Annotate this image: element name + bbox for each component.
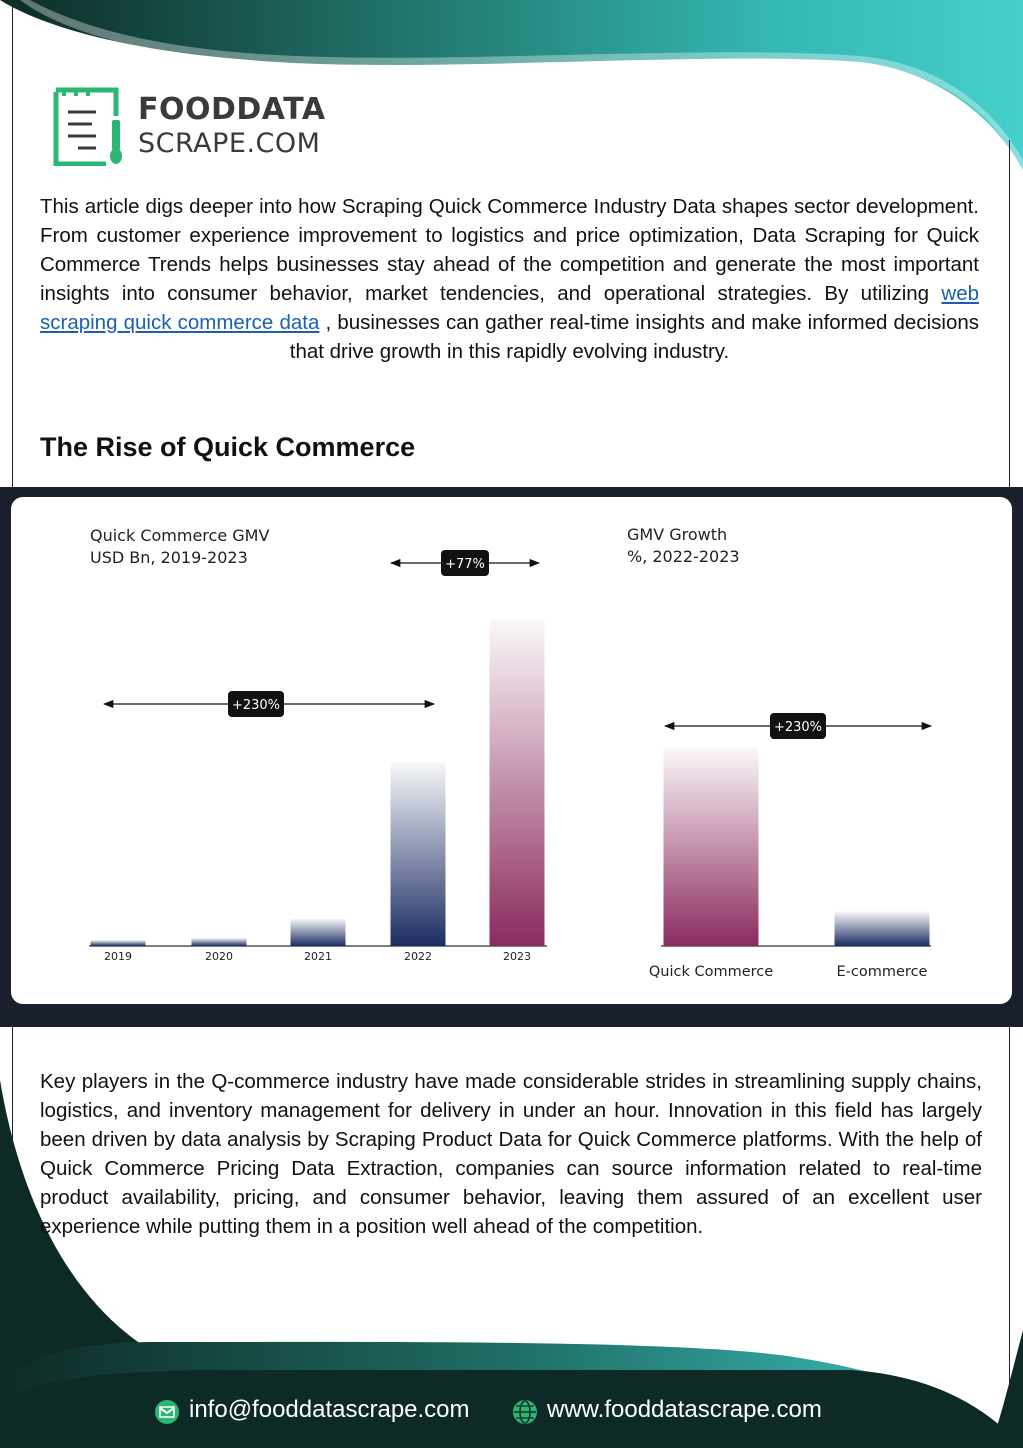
gmv-chart-bar-2 bbox=[291, 919, 346, 946]
growth-chart-bar-0 bbox=[664, 747, 759, 946]
intro-text-before-link: This article digs deeper into how Scraping Quick Commerce Industry Data shapes sector development. From customer experience improvement to logistics and price optimization, Data Scraping for Quick Commerce Trends helps businesses stay ahead of the competition and generate the most important insights into consumer behavior, market tendencies, and operational strategies. By utilizing bbox=[40, 195, 979, 305]
chart-card bbox=[11, 497, 1012, 1004]
logo-name-line1: FOODDATA bbox=[138, 92, 326, 127]
gmv-chart-tick-label: 2022 bbox=[404, 950, 432, 963]
growth-chart-tick-label: Quick Commerce bbox=[648, 964, 774, 980]
gmv-chart-annotation-label: +77% bbox=[445, 557, 485, 572]
chart2-subtitle: %, 2022-2023 bbox=[627, 547, 740, 566]
intro-text-after-link: , businesses can gather real-time insights and make informed decisions that drive growth in this rapidly evolving industry. bbox=[289, 311, 979, 363]
gmv-chart-tick-label: 2019 bbox=[104, 950, 132, 963]
brand-logo bbox=[52, 86, 352, 168]
chart2-title: GMV Growth bbox=[627, 525, 728, 544]
web-scraping-link[interactable]: web scraping quick commerce data bbox=[40, 282, 979, 334]
gmv-chart-bar-3 bbox=[391, 762, 446, 946]
footer-email[interactable]: info@fooddatascrape.com bbox=[189, 1396, 470, 1423]
gmv-chart-bar-4 bbox=[490, 619, 545, 946]
growth-chart-bar-1 bbox=[835, 911, 930, 946]
chart-figure bbox=[0, 487, 1023, 1027]
logo-name-line2: SCRAPE.COM bbox=[138, 128, 321, 159]
body-paragraph: Key players in the Q-commerce industry have made considerable strides in streamlining supply chains, logistics, and inventory management for delivery in under an hour. Innovation in this field has largely been driven by data analysis by Scraping Product Data for Quick Commerce platforms. With the help of Quick Commerce Pricing Data Extraction, companies can source information related to real-time product availability, pricing, and consumer behavior, leaving them assured of an excellent user experience while putting them in a position well ahead of the competition. bbox=[40, 1070, 982, 1238]
chart1-subtitle: USD Bn, 2019-2023 bbox=[90, 548, 248, 567]
gmv-chart-tick-label: 2021 bbox=[304, 950, 332, 963]
growth-chart-annotation-label: +230% bbox=[773, 720, 823, 735]
gmv-chart-annotation-label: +230% bbox=[231, 698, 281, 713]
gmv-chart-bar-0 bbox=[91, 940, 146, 946]
globe-icon bbox=[512, 1399, 538, 1425]
gmv-chart-tick-label: 2020 bbox=[205, 950, 233, 963]
growth-chart-tick-label: E-commerce bbox=[836, 964, 928, 980]
gmv-chart-bar-1 bbox=[192, 938, 247, 946]
chart1-title: Quick Commerce GMV bbox=[90, 526, 270, 545]
chart-plot-area bbox=[11, 497, 1012, 1004]
gmv-chart-tick-label: 2023 bbox=[503, 950, 531, 963]
section-heading: The Rise of Quick Commerce bbox=[40, 432, 416, 462]
logo-document-icon bbox=[52, 86, 124, 166]
intro-paragraph bbox=[40, 192, 979, 366]
mail-icon bbox=[154, 1399, 180, 1425]
footer-website[interactable]: www.fooddatascrape.com bbox=[547, 1396, 822, 1423]
